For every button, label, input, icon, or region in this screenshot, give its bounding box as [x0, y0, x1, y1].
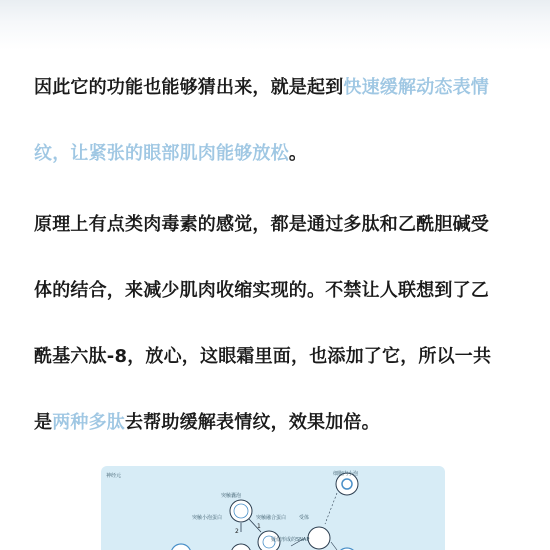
fusion-label: 突触融合蛋白: [256, 515, 287, 521]
vesicle-label: 突触囊泡: [221, 493, 242, 499]
protein-label: 突触小泡蛋白: [192, 515, 223, 521]
paragraph-line: [34, 121, 534, 187]
dashed-arrow-icon: [325, 493, 337, 524]
plain-text: 。: [288, 143, 308, 164]
highlight-text: 两种多肽: [52, 412, 126, 433]
paragraph-line: 体的结合，来减少肌肉收缩实现的。不禁让人联想到了乙: [34, 280, 489, 301]
receptor-label: 受体: [299, 515, 310, 521]
plain-text: 因此它的功能也能够猜出来，就是起到: [34, 77, 344, 98]
paragraph-line: 酰基六肽-8，放心，这眼霜里面，也添加了它，所以一共: [34, 346, 492, 367]
paragraph-functions: [34, 55, 534, 187]
arrow-icon: [331, 542, 337, 550]
highlight-text: 快速缓解动态表情: [343, 77, 490, 98]
top-gradient: [0, 0, 550, 50]
paragraph-line: 原理上有点类肉毒素的感觉，都是通过多肽和乙酰胆碱受: [34, 214, 489, 235]
paragraph-line: [34, 55, 534, 121]
vesicle-icon: [230, 500, 252, 522]
paragraph-line: [34, 390, 534, 456]
vesicle-icon: [231, 544, 251, 550]
step-number: 1: [257, 523, 261, 530]
vesicle-icon: [171, 544, 191, 550]
snap-label: 疑似形成的SNAP: [271, 537, 310, 543]
plain-text: 去帮助缓解表情纹，效果加倍。: [125, 412, 380, 433]
mechanism-diagram: [101, 466, 445, 550]
vesicle-icon: [308, 527, 330, 549]
step-number: 2: [235, 528, 239, 535]
diagram-corner-label: 神经元: [106, 473, 122, 479]
paragraph-mechanism: [34, 192, 534, 456]
plain-text: 是: [34, 412, 53, 433]
muscle-label: 细胞内小泡: [333, 471, 359, 477]
highlight-text: 纹，让紧张的眼部肌肉能够放松: [34, 143, 289, 164]
